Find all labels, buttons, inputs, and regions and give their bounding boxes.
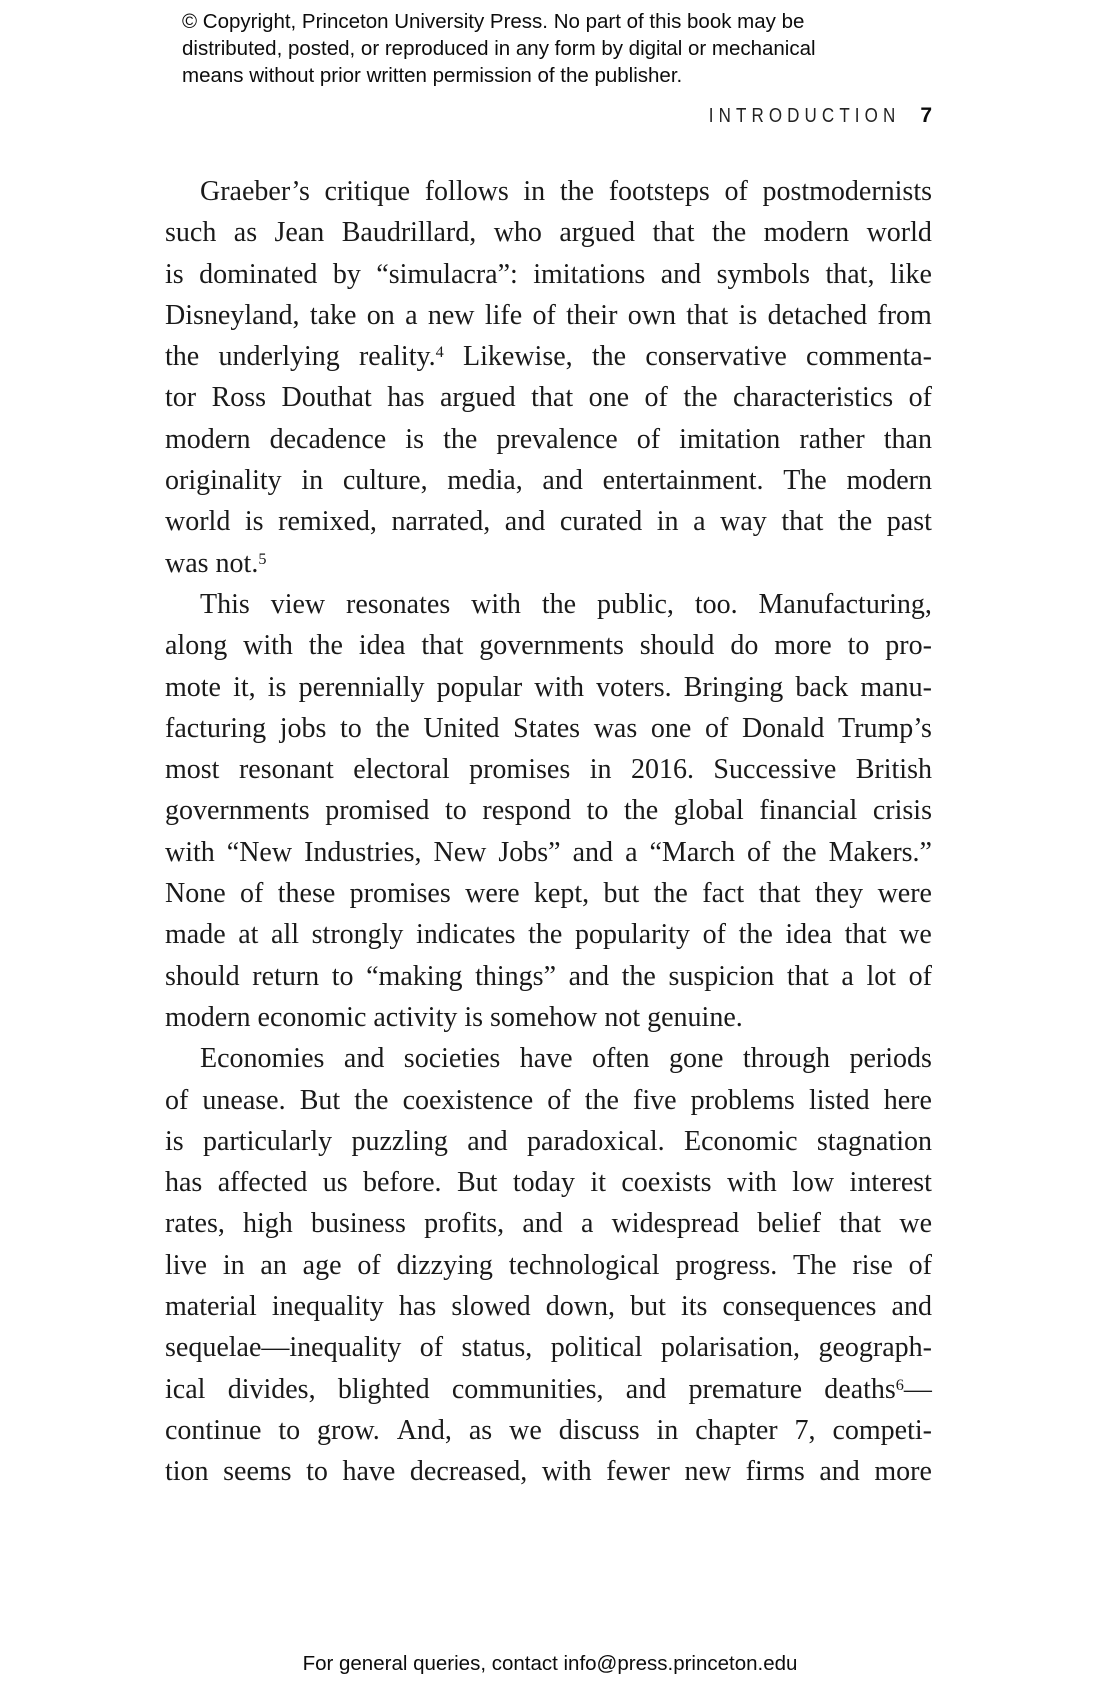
copyright-line: © Copyright, Princeton University Press. No part of this book may be: [182, 10, 805, 33]
text-line: None of these promises were kept, but the fact that they were: [165, 878, 932, 910]
copyright-notice: [182, 8, 922, 89]
running-header: [165, 104, 932, 128]
footer-contact: For general queries, contact info@press.princeton.edu: [302, 1652, 798, 1675]
paragraph: [165, 1038, 932, 1492]
text-line: of unease. But the coexistence of the five problems listed here: [165, 1084, 932, 1116]
text-line: live in an age of dizzying technological progress. The rise of: [165, 1249, 932, 1281]
text-line: world is remixed, narrated, and curated in a way that the past: [165, 506, 932, 538]
footnote-ref: 4: [435, 343, 444, 362]
text-line: is particularly puzzling and paradoxical. Economic stagnation: [165, 1125, 932, 1157]
text-line: should return to “making things” and the suspicion that a lot of: [165, 960, 932, 992]
text-line: has affected us before. But today it coexists with low interest: [165, 1167, 932, 1199]
text-line: governments promised to respond to the global financial crisis: [165, 795, 932, 827]
page-number: 7: [920, 104, 932, 127]
text-line: is dominated by “simulacra”: imitations and symbols that, like: [165, 258, 932, 290]
text-line: Disneyland, take on a new life of their own that is detached from: [165, 299, 932, 331]
text-line: tor Ross Douthat has argued that one of the characteristics of: [165, 382, 932, 414]
text-line: modern economic activity is somehow not genuine.: [165, 1001, 743, 1033]
text-line: Graeber’s critique follows in the footsteps of postmodernists: [200, 176, 932, 207]
footnote-ref: 5: [258, 549, 267, 568]
text-line: was not.$^5$: [165, 547, 267, 579]
body-text: [165, 171, 932, 1493]
text-line: tion seems to have decreased, with fewer new firms and more: [165, 1456, 932, 1488]
text-line: with “New Industries, New Jobs” and a “March of the Makers.”: [165, 836, 932, 868]
text-line: such as Jean Baudrillard, who argued that the modern world: [165, 217, 932, 249]
text-line: sequelae—inequality of status, political polarisation, geograph-: [165, 1332, 932, 1364]
text-line: mote it, is perennially popular with voters. Bringing back manu-: [165, 671, 932, 703]
text-line: modern decadence is the prevalence of imitation rather than: [165, 423, 932, 455]
text-line: most resonant electoral promises in 2016. Successive British: [165, 754, 932, 786]
copyright-line: distributed, posted, or reproduced in any form by digital or mechanical: [182, 37, 816, 60]
paragraph: [165, 584, 932, 1038]
text-line: along with the idea that governments should do more to pro-: [165, 630, 932, 662]
text-line: made at all strongly indicates the popularity of the idea that we: [165, 919, 932, 951]
text-line: the underlying reality.$^4$ Likewise, the conservative commenta-: [165, 341, 932, 373]
footnote-ref: 6: [895, 1375, 904, 1394]
text-line: rates, high business profits, and a widespread belief that we: [165, 1208, 932, 1240]
text-line: Economies and societies have often gone through periods: [200, 1043, 932, 1075]
text-line: originality in culture, media, and entertainment. The modern: [165, 465, 932, 497]
text-line: ical divides, blighted communities, and premature deaths$^6$—: [165, 1373, 932, 1405]
text-line: facturing jobs to the United States was one of Donald Trump’s: [165, 712, 932, 744]
paragraph: [165, 171, 932, 584]
text-line: continue to grow. And, as we discuss in chapter 7, competi-: [165, 1414, 932, 1446]
copyright-line: means without prior written permission of the publisher.: [182, 64, 683, 87]
section-title: INTRODUCTION: [708, 105, 901, 127]
text-line: This view resonates with the public, too. Manufacturing,: [200, 588, 932, 620]
text-line: material inequality has slowed down, but its consequences and: [165, 1291, 932, 1323]
